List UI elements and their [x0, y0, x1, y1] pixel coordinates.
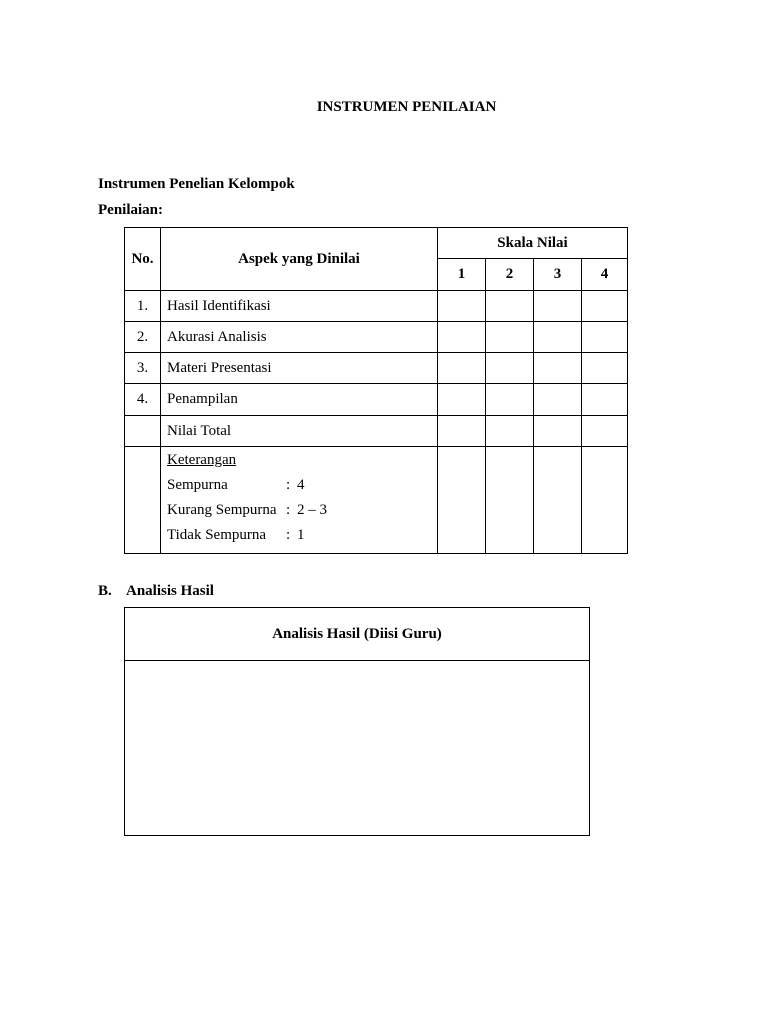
section-b-letter: B.: [98, 583, 112, 599]
total-number-cell: [125, 416, 161, 447]
document-title: INSTRUMEN PENILAIAN: [316, 99, 497, 115]
score-cell[interactable]: [582, 322, 628, 353]
keterangan-row: [125, 447, 628, 554]
legend-colon: :: [286, 477, 291, 493]
table-row: [125, 291, 628, 322]
score-cell[interactable]: [582, 384, 628, 416]
row-aspect: Hasil Identifikasi: [161, 291, 438, 322]
score-cell[interactable]: [486, 447, 534, 554]
legend-colon: :: [286, 527, 291, 543]
legend-label: Kurang Sempurna: [167, 502, 277, 518]
legend-label: Sempurna: [167, 477, 228, 493]
score-cell[interactable]: [534, 384, 582, 416]
header-aspect: Aspek yang Dinilai: [161, 228, 438, 291]
score-cell[interactable]: [486, 416, 534, 447]
legend-colon: :: [286, 502, 291, 518]
row-number: 2.: [125, 322, 161, 353]
section-b-title: Analisis Hasil: [126, 583, 214, 599]
legend-item: [167, 523, 437, 548]
score-cell[interactable]: [534, 322, 582, 353]
score-cell[interactable]: [582, 353, 628, 384]
total-label: Nilai Total: [161, 416, 438, 447]
analysis-table: [124, 607, 590, 836]
table-row: [125, 384, 628, 416]
score-cell[interactable]: [438, 447, 486, 554]
score-cell[interactable]: [534, 291, 582, 322]
legend-item: [167, 473, 437, 498]
penilaian-label: Penilaian:: [98, 202, 164, 218]
assessment-table: [124, 227, 628, 554]
score-cell[interactable]: [534, 353, 582, 384]
header-no: No.: [125, 228, 161, 291]
legend-value: 1: [297, 527, 305, 543]
score-cell[interactable]: [582, 291, 628, 322]
analysis-header: Analisis Hasil (Diisi Guru): [125, 608, 590, 661]
legend-item: [167, 498, 437, 523]
analysis-answer-area[interactable]: [125, 661, 590, 836]
row-aspect: Akurasi Analisis: [161, 322, 438, 353]
section-b-heading: [98, 583, 214, 600]
score-cell[interactable]: [438, 322, 486, 353]
legend-value: 2 – 3: [297, 502, 327, 518]
keterangan-number-cell: [125, 447, 161, 554]
keterangan-heading: Keterangan: [167, 452, 237, 468]
table-row: [125, 353, 628, 384]
total-row: [125, 416, 628, 447]
keterangan-cell: [161, 447, 438, 554]
score-cell[interactable]: [534, 447, 582, 554]
section-a-title: Instrumen Penelian Kelompok: [98, 176, 295, 192]
row-number: 1.: [125, 291, 161, 322]
score-cell[interactable]: [582, 447, 628, 554]
scale-value-3: 3: [534, 259, 582, 291]
header-scale: Skala Nilai: [438, 228, 628, 259]
legend-value: 4: [297, 477, 305, 493]
row-number: 3.: [125, 353, 161, 384]
score-cell[interactable]: [486, 353, 534, 384]
table-header-row: [125, 228, 628, 259]
score-cell[interactable]: [486, 291, 534, 322]
score-cell[interactable]: [438, 291, 486, 322]
scale-value-4: 4: [582, 259, 628, 291]
score-cell[interactable]: [486, 322, 534, 353]
row-aspect: Penampilan: [161, 384, 438, 416]
score-cell[interactable]: [582, 416, 628, 447]
scale-value-2: 2: [486, 259, 534, 291]
scale-value-1: 1: [438, 259, 486, 291]
score-cell[interactable]: [438, 416, 486, 447]
score-cell[interactable]: [438, 353, 486, 384]
row-number: 4.: [125, 384, 161, 416]
score-cell[interactable]: [438, 384, 486, 416]
row-aspect: Materi Presentasi: [161, 353, 438, 384]
score-cell[interactable]: [534, 416, 582, 447]
legend-label: Tidak Sempurna: [167, 527, 267, 543]
score-cell[interactable]: [486, 384, 534, 416]
table-row: [125, 322, 628, 353]
